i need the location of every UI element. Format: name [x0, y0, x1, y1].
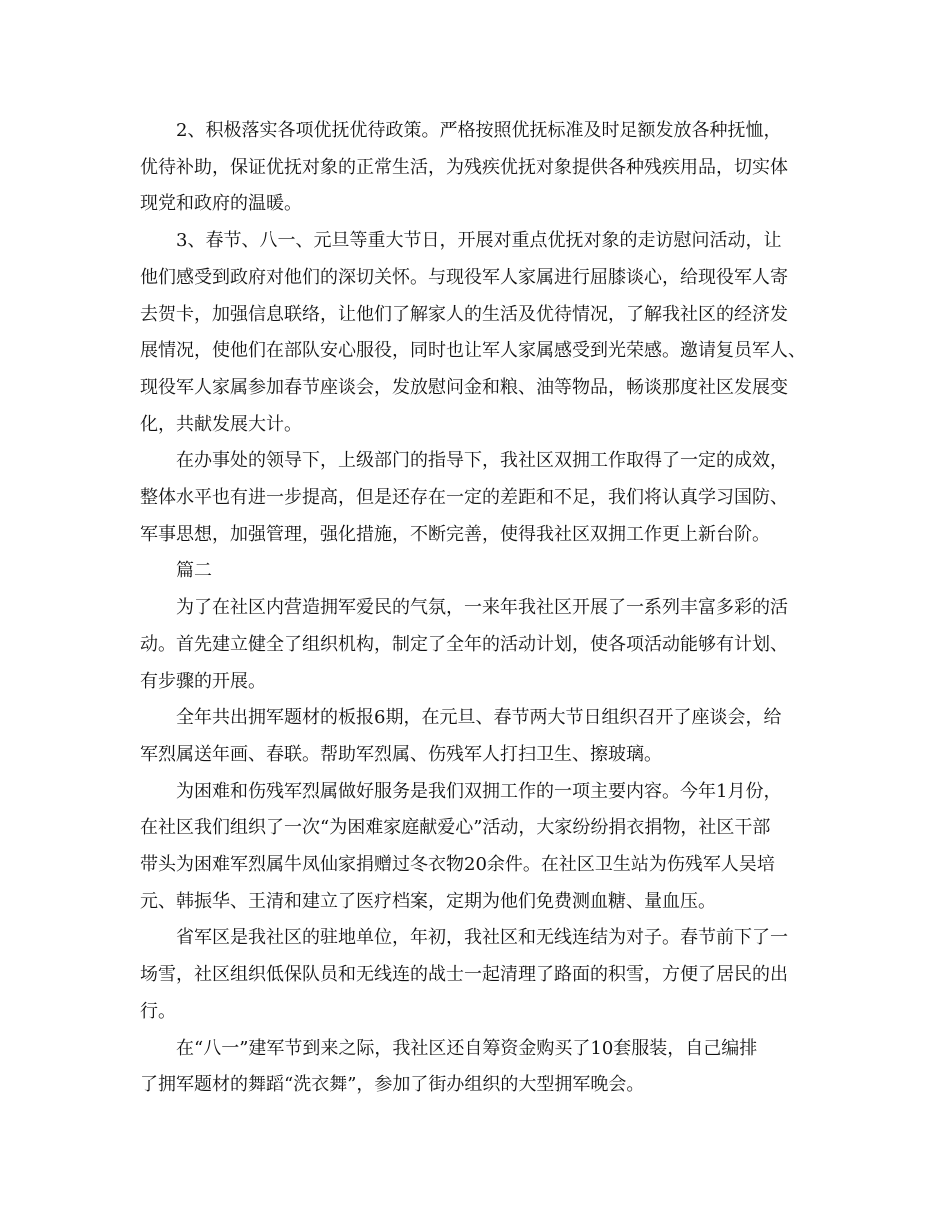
text-line: 展情况，使他们在部队安心服役，同时也让军人家属感受到光荣感。邀请复员军人、	[140, 340, 806, 362]
text-line: 优待补助，保证优抚对象的正常生活，为残疾优抚对象提供各种残疾用品，切实体	[140, 156, 788, 178]
text-line: 去贺卡，加强信息联络，让他们了解家人的生活及优待情况，了解我社区的经济发	[140, 303, 788, 325]
paragraph-services	[140, 774, 820, 921]
text-line: 整体水平也有进一步提高，但是还存在一定的差距和不足，我们将认真学习国防、	[140, 487, 788, 509]
text-line: 动。首先建立健全了组织机构，制定了全年的活动计划，使各项活动能够有计划、	[140, 633, 788, 655]
text-line: 现党和政府的温暖。	[140, 193, 302, 215]
paragraph-snow-cleanup	[140, 920, 820, 1030]
text-line: 在办事处的领导下，上级部门的指导下，我社区双拥工作取得了一定的成效，	[176, 450, 788, 472]
text-line: 行。	[140, 1000, 176, 1022]
heading-text: 篇二	[176, 560, 212, 582]
text-line: 为困难和伤残军烈属做好服务是我们双拥工作的一项主要内容。今年1月份，	[176, 780, 782, 802]
text-line: 了拥军题材的舞蹈“洗衣舞”，参加了街办组织的大型拥军晚会。	[140, 1074, 645, 1096]
paragraph-summary	[140, 443, 820, 553]
text-line: 带头为困难军烈属牛凤仙家捐赠过冬衣物20余件。在社区卫生站为伤残军人吴培	[140, 854, 775, 876]
text-line: 为了在社区内营造拥军爱民的气氛，一来年我社区开展了一系列丰富多彩的活	[176, 597, 788, 619]
text-line: 军事思想，加强管理，强化措施，不断完善，使得我社区双拥工作更上新台阶。	[140, 523, 770, 545]
paragraph-army-day	[140, 1031, 820, 1104]
text-line: 全年共出拥军题材的板报6期，在元旦、春节两大节日组织召开了座谈会，给	[176, 707, 782, 729]
text-line: 2、积极落实各项优抚优待政策。严格按照优抚标准及时足额发放各种抚恤，	[176, 120, 782, 141]
paragraph-activities	[140, 590, 820, 700]
text-line: 元、韩振华、王清和建立了医疗档案，定期为他们免费测血糖、量血压。	[140, 890, 716, 912]
paragraph-bulletins	[140, 700, 820, 773]
section-heading	[140, 553, 820, 590]
text-line: 他们感受到政府对他们的深切关怀。与现役军人家属进行屈膝谈心，给现役军人寄	[140, 266, 788, 288]
text-line: 省军区是我社区的驻地单位，年初，我社区和无线连结为对子。春节前下了一	[176, 927, 788, 949]
paragraph-policy	[140, 113, 820, 223]
text-line: 在社区我们组织了一次“为困难家庭献爱心”活动，大家纷纷捐衣捐物，社区干部	[140, 817, 771, 839]
text-line: 有步骤的开展。	[140, 670, 266, 692]
text-line: 现役军人家属参加春节座谈会，发放慰问金和粮、油等物品，畅谈那度社区发展变	[140, 376, 788, 398]
text-line: 在“八一”建军节到来之际，我社区还自筹资金购买了10套服装，自己编排	[176, 1037, 758, 1059]
text-line: 场雪，社区组织低保队员和无线连的战士一起清理了路面的积雪，方便了居民的出	[140, 964, 788, 986]
document-page	[140, 113, 820, 1104]
paragraph-holiday-visits	[140, 223, 820, 443]
text-line: 军烈属送年画、春联。帮助军烈属、伤残军人打扫卫生、擦玻璃。	[140, 743, 662, 765]
text-line: 化，共献发展大计。	[140, 413, 302, 435]
text-line: 3、春节、八一、元旦等重大节日，开展对重点优抚对象的走访慰问活动，让	[176, 230, 782, 252]
